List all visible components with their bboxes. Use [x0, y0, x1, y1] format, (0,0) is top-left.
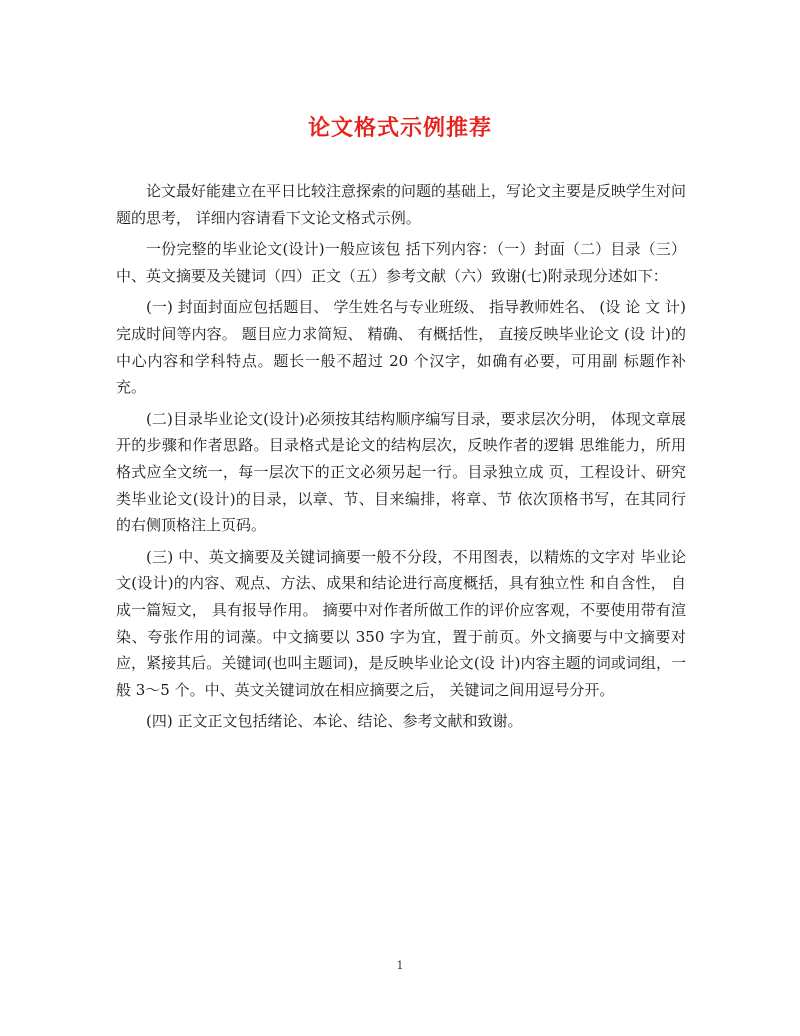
- page-number: 1: [396, 959, 404, 972]
- paragraph-abstract-keywords: (三) 中、英文摘要及关键词摘要一般不分段，不用图表，以精炼的文字对 毕业论文(设计)的内容、观点、方法、成果和结论进行高度概括，具有独立性 和自含性， 自成一篇短文， 具有报导作用。 摘要中对作者所做工作的评价应客观，不要使用带有渲染、夸张作用的词藻。中文摘要以 350 字为宜，置于前页。外文摘要与中文摘要对应，紧接其后。关键词(也叫主题词)，是反映毕业论文(设 计)内容主题的词或词组，一般 3～5 个。中、英文关键词放在相应摘要之后， 关键词之间用逗号分开。: [116, 547, 686, 699]
- document-body: [116, 178, 686, 740]
- paragraph-contents-overview: 一份完整的毕业论文(设计)一般应该包 括下列内容：（一）封面（二）目录（三）中、英文摘要及关键词（四）正文（五）参考文献（六）致谢(七)附录现分述如下：: [116, 240, 686, 285]
- paragraph-main-text: (四) 正文正文包括绪论、本论、结论、参考文献和致谢。: [146, 712, 523, 731]
- paragraph-cover: (一) 封面封面应包括题目、 学生姓名与专业班级、 指导教师姓名、 (设 论 文 计) 完成时间等内容。 题目应力求简短、 精确、 有概括性， 直接反映毕业论文 (设 计)的中心内容和学科特点。题长一般不超过 20 个汉字，如确有必要，可用副 标题作补充。: [116, 298, 686, 397]
- paragraph-table-of-contents: (二)目录毕业论文(设计)必须按其结构顺序编写目录，要求层次分明， 体现文章展开的步骤和作者思路。目录格式是论文的结构层次，反映作者的逻辑 思维能力，所用格式应全文统一，每一层次下的正文必须另起一行。目录独立成 页，工程设计、研究类毕业论文(设计)的目录，以章、节、目来编排，将章、节 依次顶格书写，在其同行的右侧顶格注上页码。: [116, 409, 686, 535]
- paragraph-intro: 论文最好能建立在平日比较注意探索的问题的基础上，写论文主要是反映学生对问题的思考， 详细内容请看下文论文格式示例。: [116, 182, 687, 227]
- document-title: 论文格式示例推荐: [307, 115, 492, 141]
